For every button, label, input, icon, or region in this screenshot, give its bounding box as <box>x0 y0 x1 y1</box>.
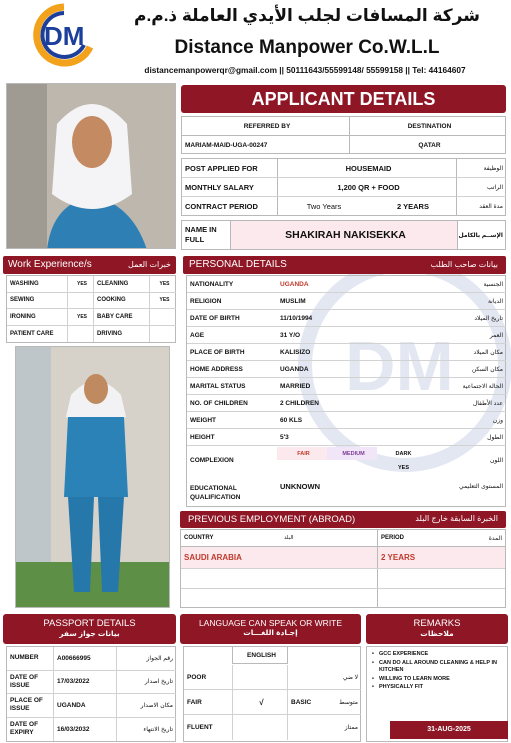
personal-details-title-ar: بيانات صاحب الطلب <box>430 260 498 269</box>
post-ar: الوظيفة <box>457 159 506 178</box>
work-experience-title-ar: خبرات العمل <box>128 260 171 269</box>
language-level-ar: ممتاز <box>344 725 358 731</box>
full-name-value: SHAKIRAH NAKISEKKA <box>230 221 458 249</box>
personal-field-label: HEIGHT <box>187 429 277 446</box>
referred-by-label: REFERRED BY <box>182 117 350 136</box>
applicant-full-body-photo <box>15 346 170 608</box>
complexion-option-medium: MEDIUM <box>327 447 377 460</box>
personal-field-ar: الطول <box>427 429 506 446</box>
complexion-option-dark: DARK <box>395 450 412 457</box>
language-level-ar: لا ضي <box>328 665 361 690</box>
personal-field-ar: الجنسية <box>427 276 506 293</box>
previous-employment-table <box>180 529 506 608</box>
passport-field-ar: تاريخ اصدار <box>117 671 176 695</box>
remark-item <box>371 676 501 684</box>
salary-label: MONTHLY SALARY <box>182 178 277 197</box>
personal-details-header <box>183 256 506 274</box>
company-contact: distancemanpowerqr@gmail.com || 50111643/55599148/ 55599158 || Tel: 44164607 <box>144 65 466 75</box>
passport-field-value: 17/03/2022 <box>53 671 117 695</box>
work-skill-value <box>149 309 176 326</box>
referral-table <box>181 116 506 154</box>
personal-field-label: MARITAL STATUS <box>187 378 277 395</box>
passport-field-value: UGANDA <box>53 694 117 718</box>
bullet-icon: • <box>372 659 374 666</box>
personal-field-ar: مكان الميلاد <box>427 344 506 361</box>
work-experience-header <box>3 256 176 274</box>
personal-field-value: 60 KLS <box>277 412 427 429</box>
personal-details-title: PERSONAL DETAILS <box>189 259 287 270</box>
remarks-list <box>371 651 501 693</box>
personal-field-ar: وزن <box>427 412 506 429</box>
remarks-header <box>366 614 508 644</box>
complexion-mark: YES <box>397 464 409 471</box>
personal-field-label: AGE <box>187 327 277 344</box>
personal-field-value: 5'3 <box>277 429 427 446</box>
job-table <box>181 158 506 216</box>
work-skill-label: DRIVING <box>97 330 123 337</box>
work-skill-value <box>149 326 176 343</box>
personal-field-ar: تاريخ الميلاد <box>427 310 506 327</box>
bullet-icon: • <box>372 684 374 690</box>
language-header <box>180 614 361 644</box>
personal-field-value: 31 Y/O <box>277 327 427 344</box>
language-level-mark <box>232 665 288 690</box>
previous-employment-title: PREVIOUS EMPLOYMENT (ABROAD) <box>188 514 356 525</box>
svg-text:DM: DM <box>345 327 454 405</box>
language-level-mark: √ <box>232 690 288 715</box>
complexion-option-fair: FAIR <box>277 447 327 460</box>
language-title: LANGUAGE CAN SPEAK OR WRITE <box>198 618 343 628</box>
personal-field-value: UGANDA <box>277 361 427 378</box>
personal-field-ar: الحالة الاجتماعية <box>427 378 506 395</box>
work-skill-label: PATIENT CARE <box>10 330 54 337</box>
previous-country-value: SAUDI ARABIA <box>181 547 377 568</box>
country-ar: البلد <box>284 535 294 541</box>
name-label: NAME IN FULL <box>185 225 217 244</box>
language-english-header: ENGLISH <box>232 647 288 664</box>
personal-field-value: UGANDA <box>277 276 427 293</box>
work-skill-label: COOKING <box>94 293 149 310</box>
language-level-mark <box>232 715 288 740</box>
passport-title: PASSPORT DETAILS <box>43 618 136 629</box>
work-skill-label: WASHING <box>7 276 67 293</box>
remarks-date: 31-AUG-2025 <box>390 721 508 739</box>
period-value: Two Years <box>277 197 367 216</box>
personal-field-value: 11/10/1994 <box>277 310 427 327</box>
remarks-title: REMARKS <box>413 618 461 629</box>
post-label: POST APPLIED FOR <box>182 159 277 178</box>
name-ar: الإســم بالكامل <box>458 232 503 239</box>
passport-field-value: A00666995 <box>53 647 117 671</box>
passport-field-value: 16/03/2032 <box>53 718 117 742</box>
passport-field-label: NUMBER <box>7 647 53 671</box>
work-skill-label: CLEANING <box>94 276 149 293</box>
language-title-ar: إجـادة اللغـــات <box>243 628 298 637</box>
personal-field-ar: العمر <box>427 327 506 344</box>
destination-label: DESTINATION <box>350 117 506 136</box>
country-label: COUNTRY <box>184 535 214 541</box>
education-label: EDUCATIONAL QUALIFICATION <box>190 485 241 501</box>
company-logo <box>26 3 102 67</box>
remark-text: GCC EXPERIENCE <box>379 651 429 657</box>
remark-item <box>371 684 501 692</box>
personal-field-value: MARRIED <box>277 378 427 395</box>
passport-field-label: PLACE OF ISSUE <box>7 694 53 718</box>
work-skill-value <box>67 326 94 343</box>
personal-field-label: WEIGHT <box>187 412 277 429</box>
passport-field-ar: رقم الجواز <box>117 647 176 671</box>
work-skill-value: YES <box>149 276 176 293</box>
work-skill-label: SEWING <box>7 293 67 310</box>
bullet-icon: • <box>372 651 374 657</box>
work-skill-value: YES <box>67 276 94 293</box>
complexion-ar: اللون <box>490 457 503 464</box>
salary-value: 1,200 QR + FOOD <box>277 178 457 197</box>
remark-item <box>371 660 501 675</box>
period-ar: مدة العقد <box>479 204 503 210</box>
personal-field-value: KALISIZO <box>277 344 427 361</box>
personal-field-ar: الديانة <box>427 293 506 310</box>
personal-field-value: 2 CHILDREN <box>277 395 427 412</box>
period-label: CONTRACT PERIOD <box>185 202 258 211</box>
personal-field-label: RELIGION <box>187 293 277 310</box>
language-level-label: FAIR <box>184 690 232 715</box>
page-title: APPLICANT DETAILS <box>181 85 506 113</box>
name-row <box>181 220 506 250</box>
language-level-note: BASIC <box>288 690 328 715</box>
work-skill-value <box>67 293 94 310</box>
language-table <box>183 646 361 742</box>
period-col-label: PERIOD <box>381 535 405 541</box>
language-level-ar: متوسط <box>328 690 361 715</box>
passport-field-ar: مكان الاصدار <box>117 694 176 718</box>
work-skill-label: BABY CARE <box>94 309 149 326</box>
passport-field-ar: تاريخ الانتهاء <box>143 726 173 733</box>
personal-field-value: MUSLIM <box>277 293 427 310</box>
remark-item <box>371 651 501 659</box>
complexion-label: COMPLEXION <box>190 456 234 464</box>
passport-table <box>6 646 176 742</box>
work-skill-value: YES <box>149 293 176 310</box>
remark-text: WILLING TO LEARN MORE <box>379 675 450 682</box>
previous-employment-title-ar: الخبرة السابقة خارج البلد <box>415 514 498 523</box>
personal-field-label: NO. OF CHILDREN <box>187 395 277 412</box>
personal-field-label: PLACE OF BIRTH <box>187 344 277 361</box>
education-value: UNKNOWN <box>280 482 320 491</box>
work-skill-label: IRONING <box>7 309 67 326</box>
work-experience-table <box>6 275 176 343</box>
remark-text: PHYSICALLY FIT <box>379 684 424 690</box>
passport-header <box>3 614 176 644</box>
previous-employment-header <box>180 511 506 528</box>
period-value-2: 2 YEARS <box>367 197 457 216</box>
applicant-portrait-photo <box>6 83 176 249</box>
work-experience-title: Work Experience/s <box>8 259 92 270</box>
company-name-en: Distance Manpower Co.W.L.L <box>174 37 440 58</box>
personal-field-label: HOME ADDRESS <box>187 361 277 378</box>
language-level-note <box>288 715 328 740</box>
personal-field-ar: عدد الأطفال <box>427 395 506 412</box>
language-level-label: FLUENT <box>187 724 213 731</box>
logo-letters: DM <box>44 21 85 51</box>
period-col-ar: المدة <box>488 535 502 542</box>
language-level-label: POOR <box>184 665 232 690</box>
destination-value: QATAR <box>418 141 441 149</box>
company-name-ar: شركة المسافات لجلب الأيدي العاملة ذ.م.م <box>134 6 480 25</box>
personal-field-ar: مكان السكن <box>427 361 506 378</box>
work-skill-value: YES <box>67 309 94 326</box>
remarks-title-ar: ملاحظات <box>420 629 454 638</box>
education-ar: المستوى التعليمي <box>458 484 503 490</box>
personal-field-label: NATIONALITY <box>187 276 277 293</box>
passport-field-label: DATE OF ISSUE <box>7 671 53 695</box>
personal-details-table <box>186 275 506 507</box>
passport-field-label: DATE OF EXPIRY <box>10 721 39 737</box>
language-level-note <box>288 665 328 690</box>
personal-field-label: DATE OF BIRTH <box>187 310 277 327</box>
remark-text: CAN DO ALL AROUND CLEANING & HELP IN KITCHEN <box>379 659 497 673</box>
bullet-icon: • <box>372 675 374 682</box>
salary-ar: الراتب <box>457 178 506 197</box>
previous-period-value: 2 YEARS <box>378 547 505 568</box>
passport-title-ar: بيانات جواز سفر <box>59 629 120 638</box>
referred-by-value: MARIAM-MAID-UGA-00247 <box>182 136 350 154</box>
post-value: HOUSEMAID <box>277 159 457 178</box>
